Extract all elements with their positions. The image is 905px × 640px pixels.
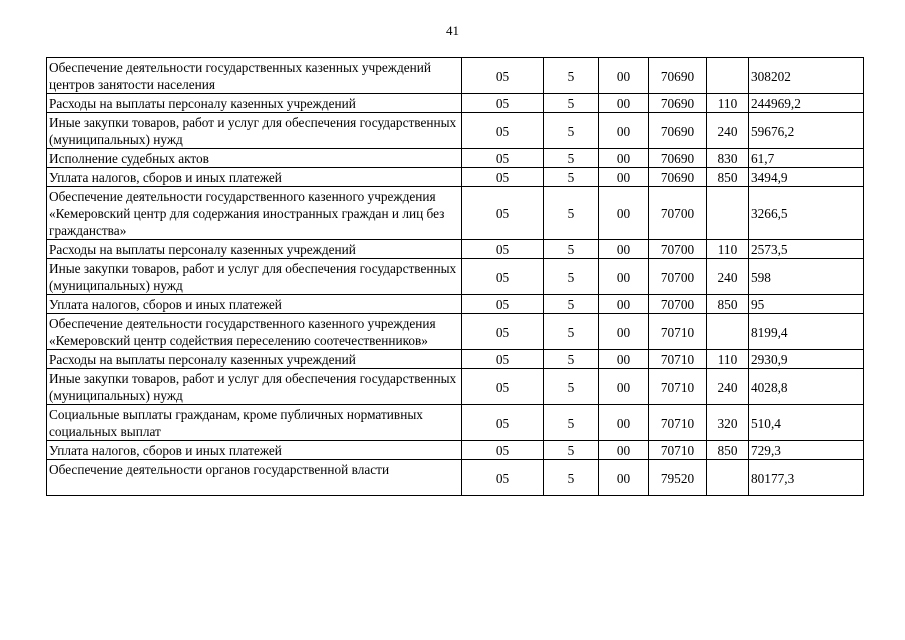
expense-name-cell: Обеспечение деятельности государственных казенных учреждений центров занятости населения xyxy=(47,58,462,94)
expense-type-cell xyxy=(707,187,749,240)
expense-name-cell: Иные закупки товаров, работ и услуг для обеспечения государственных (муниципальных) нужд xyxy=(47,259,462,295)
program-code-cell: 00 xyxy=(599,460,649,496)
subsection-code-cell: 5 xyxy=(544,113,599,149)
section-code-cell: 05 xyxy=(462,295,544,314)
section-code-cell: 05 xyxy=(462,350,544,369)
expense-name-cell: Уплата налогов, сборов и иных платежей xyxy=(47,441,462,460)
program-code-cell: 00 xyxy=(599,168,649,187)
expense-type-cell xyxy=(707,58,749,94)
expense-type-cell: 850 xyxy=(707,441,749,460)
program-code-cell: 00 xyxy=(599,405,649,441)
expense-type-cell xyxy=(707,460,749,496)
expense-name-cell: Уплата налогов, сборов и иных платежей xyxy=(47,295,462,314)
table-row xyxy=(47,187,864,240)
expense-type-cell: 110 xyxy=(707,240,749,259)
table-body xyxy=(47,58,864,496)
table-row xyxy=(47,441,864,460)
target-code-cell: 70700 xyxy=(649,240,707,259)
section-code-cell: 05 xyxy=(462,460,544,496)
expense-type-cell: 830 xyxy=(707,149,749,168)
target-code-cell: 70690 xyxy=(649,168,707,187)
amount-cell: 308202 xyxy=(749,58,864,94)
expense-type-cell: 240 xyxy=(707,113,749,149)
amount-cell: 598 xyxy=(749,259,864,295)
target-code-cell: 70690 xyxy=(649,94,707,113)
program-code-cell: 00 xyxy=(599,94,649,113)
program-code-cell: 00 xyxy=(599,58,649,94)
table-row xyxy=(47,168,864,187)
section-code-cell: 05 xyxy=(462,369,544,405)
expense-type-cell: 240 xyxy=(707,259,749,295)
subsection-code-cell: 5 xyxy=(544,369,599,405)
expense-name-cell: Исполнение судебных актов xyxy=(47,149,462,168)
amount-cell: 95 xyxy=(749,295,864,314)
expense-type-cell: 110 xyxy=(707,350,749,369)
target-code-cell: 70710 xyxy=(649,314,707,350)
amount-cell: 244969,2 xyxy=(749,94,864,113)
page-number: 41 xyxy=(446,23,459,38)
subsection-code-cell: 5 xyxy=(544,168,599,187)
target-code-cell: 70710 xyxy=(649,441,707,460)
subsection-code-cell: 5 xyxy=(544,149,599,168)
target-code-cell: 70710 xyxy=(649,369,707,405)
amount-cell: 8199,4 xyxy=(749,314,864,350)
expense-name-cell: Расходы на выплаты персоналу казенных учреждений xyxy=(47,350,462,369)
table-row xyxy=(47,295,864,314)
expense-type-cell: 110 xyxy=(707,94,749,113)
target-code-cell: 70700 xyxy=(649,295,707,314)
program-code-cell: 00 xyxy=(599,369,649,405)
program-code-cell: 00 xyxy=(599,350,649,369)
section-code-cell: 05 xyxy=(462,168,544,187)
subsection-code-cell: 5 xyxy=(544,240,599,259)
amount-cell: 3494,9 xyxy=(749,168,864,187)
target-code-cell: 70690 xyxy=(649,58,707,94)
program-code-cell: 00 xyxy=(599,295,649,314)
section-code-cell: 05 xyxy=(462,94,544,113)
section-code-cell: 05 xyxy=(462,240,544,259)
program-code-cell: 00 xyxy=(599,441,649,460)
expense-type-cell: 320 xyxy=(707,405,749,441)
program-code-cell: 00 xyxy=(599,187,649,240)
table-row xyxy=(47,350,864,369)
subsection-code-cell: 5 xyxy=(544,460,599,496)
subsection-code-cell: 5 xyxy=(544,259,599,295)
expense-name-cell: Обеспечение деятельности государственного казенного учреждения «Кемеровский центр содействия переселению соотечественников» xyxy=(47,314,462,350)
expense-name-cell: Иные закупки товаров, работ и услуг для обеспечения государственных (муниципальных) нужд xyxy=(47,113,462,149)
table-row xyxy=(47,314,864,350)
section-code-cell: 05 xyxy=(462,58,544,94)
program-code-cell: 00 xyxy=(599,314,649,350)
section-code-cell: 05 xyxy=(462,441,544,460)
program-code-cell: 00 xyxy=(599,149,649,168)
expense-type-cell xyxy=(707,314,749,350)
section-code-cell: 05 xyxy=(462,314,544,350)
table-row xyxy=(47,149,864,168)
target-code-cell: 70690 xyxy=(649,149,707,168)
subsection-code-cell: 5 xyxy=(544,350,599,369)
expense-name-cell: Расходы на выплаты персоналу казенных учреждений xyxy=(47,240,462,259)
amount-cell: 61,7 xyxy=(749,149,864,168)
expense-name-cell: Расходы на выплаты персоналу казенных учреждений xyxy=(47,94,462,113)
subsection-code-cell: 5 xyxy=(544,295,599,314)
amount-cell: 510,4 xyxy=(749,405,864,441)
program-code-cell: 00 xyxy=(599,240,649,259)
amount-cell: 59676,2 xyxy=(749,113,864,149)
amount-cell: 729,3 xyxy=(749,441,864,460)
subsection-code-cell: 5 xyxy=(544,58,599,94)
subsection-code-cell: 5 xyxy=(544,405,599,441)
target-code-cell: 70690 xyxy=(649,113,707,149)
table-row xyxy=(47,58,864,94)
expense-name-cell: Уплата налогов, сборов и иных платежей xyxy=(47,168,462,187)
subsection-code-cell: 5 xyxy=(544,441,599,460)
program-code-cell: 00 xyxy=(599,113,649,149)
program-code-cell: 00 xyxy=(599,259,649,295)
expense-type-cell: 850 xyxy=(707,295,749,314)
amount-cell: 2930,9 xyxy=(749,350,864,369)
section-code-cell: 05 xyxy=(462,259,544,295)
target-code-cell: 70710 xyxy=(649,350,707,369)
table-row xyxy=(47,94,864,113)
amount-cell: 80177,3 xyxy=(749,460,864,496)
table-row xyxy=(47,113,864,149)
expense-name-cell: Обеспечение деятельности государственного казенного учреждения «Кемеровский центр для содержания иностранных граждан и лиц без гражданства» xyxy=(47,187,462,240)
expense-name-cell: Обеспечение деятельности органов государственной власти xyxy=(47,460,462,496)
expense-name-cell: Иные закупки товаров, работ и услуг для обеспечения государственных (муниципальных) нужд xyxy=(47,369,462,405)
target-code-cell: 79520 xyxy=(649,460,707,496)
expense-type-cell: 850 xyxy=(707,168,749,187)
section-code-cell: 05 xyxy=(462,405,544,441)
expense-name-cell: Социальные выплаты гражданам, кроме публичных нормативных социальных выплат xyxy=(47,405,462,441)
target-code-cell: 70700 xyxy=(649,187,707,240)
expense-type-cell: 240 xyxy=(707,369,749,405)
amount-cell: 4028,8 xyxy=(749,369,864,405)
section-code-cell: 05 xyxy=(462,113,544,149)
table-row xyxy=(47,460,864,496)
table-row xyxy=(47,259,864,295)
target-code-cell: 70710 xyxy=(649,405,707,441)
amount-cell: 2573,5 xyxy=(749,240,864,259)
subsection-code-cell: 5 xyxy=(544,187,599,240)
section-code-cell: 05 xyxy=(462,187,544,240)
table-row xyxy=(47,240,864,259)
table-row xyxy=(47,369,864,405)
target-code-cell: 70700 xyxy=(649,259,707,295)
subsection-code-cell: 5 xyxy=(544,94,599,113)
subsection-code-cell: 5 xyxy=(544,314,599,350)
table-row xyxy=(47,405,864,441)
section-code-cell: 05 xyxy=(462,149,544,168)
budget-table xyxy=(46,57,864,496)
amount-cell: 3266,5 xyxy=(749,187,864,240)
